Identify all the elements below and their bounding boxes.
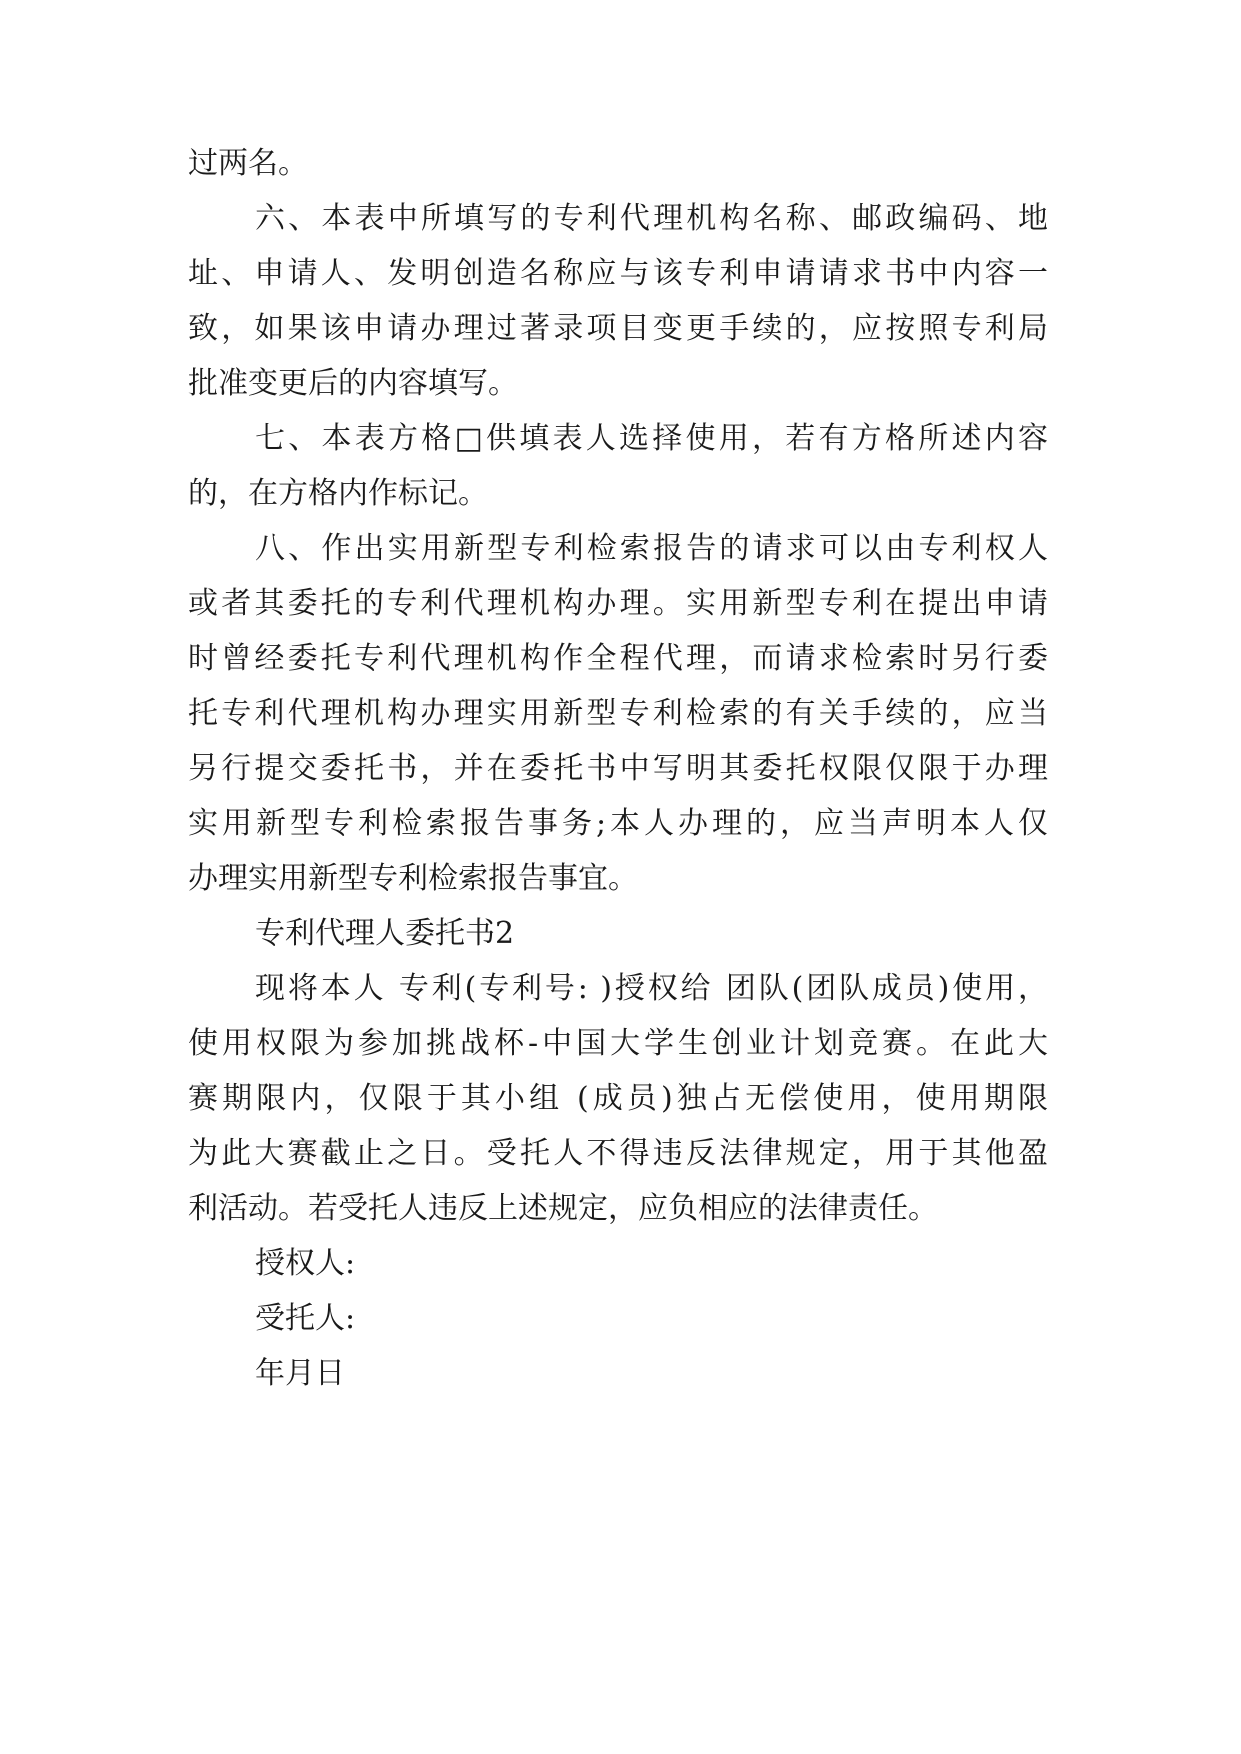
paragraph-line: 为此大赛截止之日。受托人不得违反法律规定，用于其他盈 <box>188 1136 1048 1171</box>
paragraph-line: 或者其委托的专利代理机构办理。实用新型专利在提出申请 <box>188 586 1048 621</box>
paragraph-line: 使用权限为参加挑战杯-中国大学生创业计划竞赛。在此大 <box>188 1026 1048 1061</box>
paragraph-line: 时曾经委托专利代理机构作全程代理，而请求检索时另行委 <box>188 641 1048 676</box>
paragraph-line: 赛期限内，仅限于其小组 (成员)独占无偿使用，使用期限 <box>188 1081 1048 1116</box>
paragraph-line: 过两名。 <box>188 146 308 181</box>
paragraph-line: 批准变更后的内容填写。 <box>188 366 518 401</box>
date-label: 年月日 <box>255 1356 345 1391</box>
paragraph-line: 现将本人 专利(专利号: )授权给 团队(团队成员)使用， <box>255 971 1048 1006</box>
paragraph-line: 另行提交委托书，并在委托书中写明其委托权限仅限于办理 <box>188 751 1048 786</box>
paragraph-line: 七、本表方格□供填表人选择使用，若有方格所述内容 <box>255 421 1048 456</box>
section-title: 专利代理人委托书2 <box>255 916 515 951</box>
paragraph-line: 实用新型专利检索报告事务;本人办理的，应当声明本人仅 <box>188 806 1048 841</box>
paragraph-line: 致，如果该申请办理过著录项目变更手续的，应按照专利局 <box>188 311 1048 346</box>
trustee-label: 受托人: <box>255 1301 356 1336</box>
paragraph-line: 八、作出实用新型专利检索报告的请求可以由专利权人 <box>255 531 1048 566</box>
paragraph-line: 办理实用新型专利检索报告事宜。 <box>188 861 638 896</box>
paragraph-line: 六、本表中所填写的专利代理机构名称、邮政编码、地 <box>255 201 1048 236</box>
paragraph-line: 的，在方格内作标记。 <box>188 476 488 511</box>
authorizer-label: 授权人: <box>255 1246 356 1281</box>
paragraph-line: 址、申请人、发明创造名称应与该专利申请请求书中内容一 <box>188 256 1048 291</box>
paragraph-line: 利活动。若受托人违反上述规定，应负相应的法律责任。 <box>188 1191 938 1226</box>
paragraph-line: 托专利代理机构办理实用新型专利检索的有关手续的，应当 <box>188 696 1048 731</box>
